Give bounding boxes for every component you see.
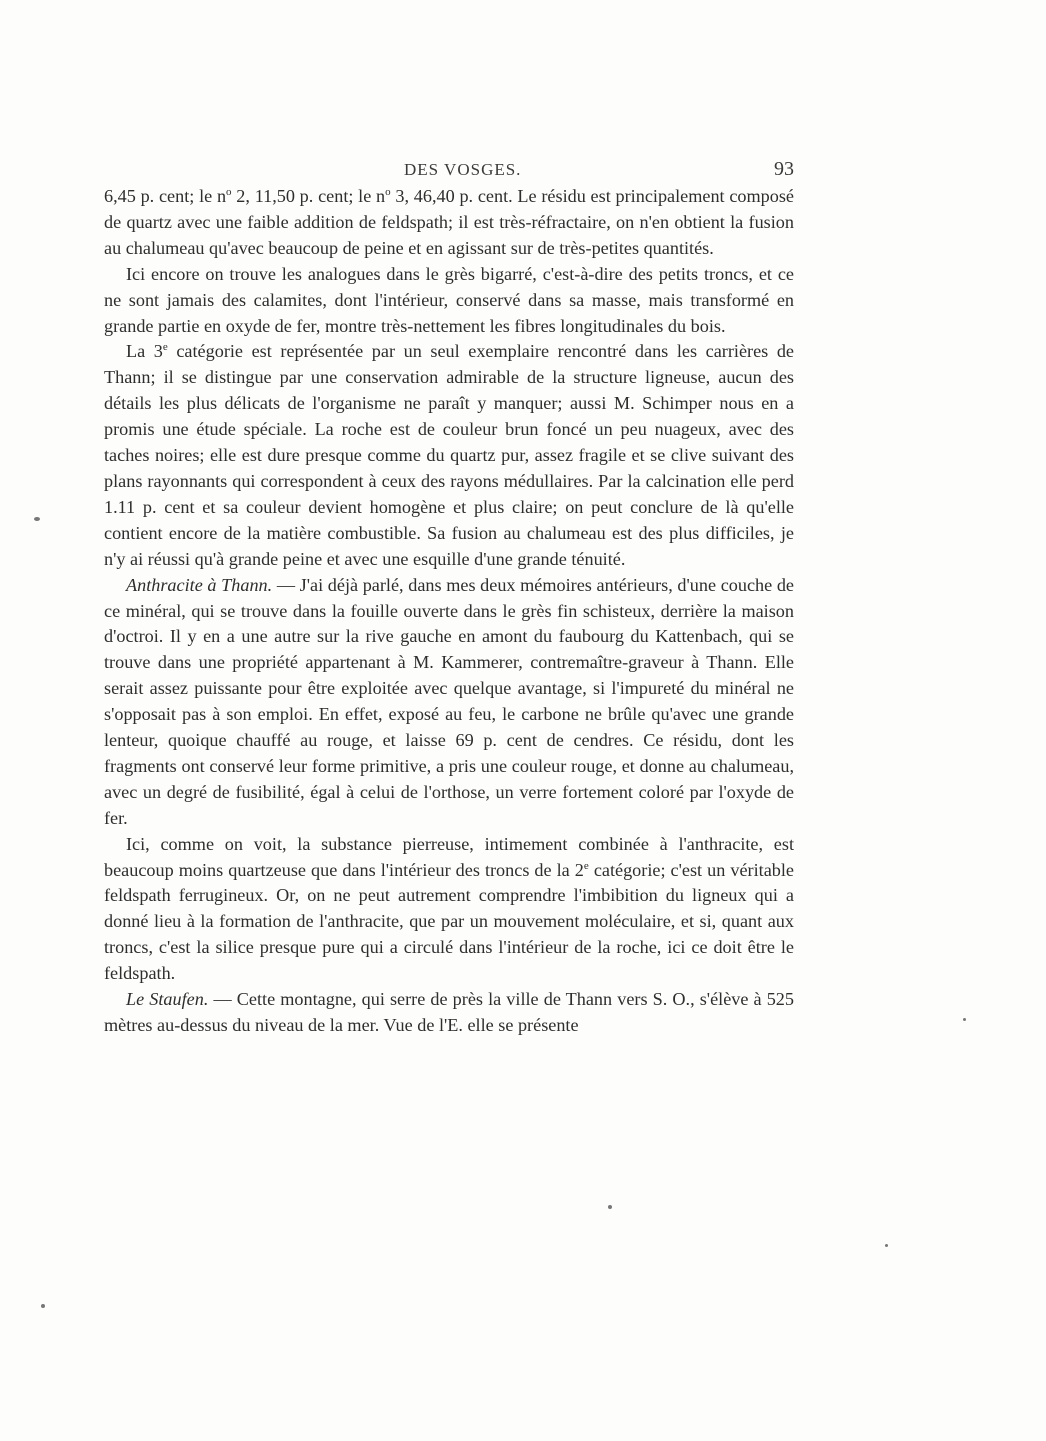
text-run: Ici encore on trouve les analogues dans le grès bigarré, c'est-à-dire des petits troncs, et ce ne sont jamais des calamites, dont l'intérieur, conservé dans sa masse, mais transformé en grande partie en oxyde de fer, montre très-nettement les fibres longitudinales du bois. — [104, 263, 794, 336]
paragraph — [104, 339, 794, 572]
ordinal-superscript: e — [583, 859, 589, 872]
ordinal-superscript: o — [385, 185, 391, 198]
text-run: Ici, comme on voit, la substance pierreuse, intimement combinée à l'anthracite, est beaucoup moins quartzeuse que dans l'intérieur des troncs de la 2 — [104, 833, 794, 880]
italic-run: Anthracite à Thann. — [126, 574, 273, 595]
paper-speck — [41, 1304, 45, 1308]
text-run: 6,45 p. cent; le n — [104, 186, 227, 206]
paragraph — [104, 262, 794, 340]
paragraph — [104, 573, 794, 832]
paper-speck — [963, 1018, 966, 1021]
text-run: catégorie; c'est un véritable feldspath ferrugineux. Or, on ne peut autrement comprendre l'imbibition du ligneux qui a donné lieu à la formation de l'anthracite, que par un mouvement moléculaire, et si, quant aux troncs, c'est la silice presque pure qui a circulé dans l'intérieur de la roche, ici ce doit être le feldspath. — [104, 859, 794, 984]
paragraph — [104, 987, 794, 1039]
ordinal-superscript: o — [226, 185, 232, 198]
text-run: 3, 46,40 p. cent. Le résidu est principalement composé de quartz avec une faible addition de feldspath; il est très-réfractaire, on n'en obtient la fusion au chalumeau qu'avec beaucoup de peine et en agissant sur de très-petites quantités. — [104, 186, 794, 258]
paragraph — [104, 832, 794, 987]
text-run: catégorie est représentée par un seul exemplaire rencontré dans les carrières de Thann; il se distingue par une conservation admirable de la structure ligneuse, aucun des détails les plus délicats de l'organisme ne paraît y manquer; aussi M. Schimper nous en a promis une étude spéciale. La roche est de couleur brun foncé un peu nuageux, avec des taches noires; elle est dure presque comme du quartz pur, assez fragile et se clive suivant des plans rayonnants qui correspondent à ceux des rayons médullaires. Par la calcination elle perd 1.11 p. cent et sa couleur devient homogène et plus claire; on peut conclure de là qu'elle contient encore de la matière combustible. Sa fusion au chalumeau est des plus difficiles, je n'y ai réussi qu'à grande peine et avec une esquille d'une grande ténuité. — [104, 341, 794, 569]
paper-speck — [608, 1205, 612, 1209]
text-run: 2, 11,50 p. cent; le n — [231, 186, 386, 206]
paper-speck — [34, 517, 40, 521]
paragraph — [104, 184, 794, 262]
paper-speck — [885, 1244, 888, 1247]
italic-run: Le Staufen. — [126, 989, 209, 1010]
text-run: La 3 — [126, 341, 163, 362]
page-number: 93 — [774, 158, 794, 180]
body-text — [104, 184, 794, 1039]
text-run: — Cette montagne, qui serre de près la ville de Thann vers S. O., s'élève à 525 mètres au-dessus du niveau de la mer. Vue de l'E. elle se présente — [104, 989, 794, 1035]
running-title: DES VOSGES. — [404, 160, 522, 179]
text-run: — J'ai déjà parlé, dans mes deux mémoires antérieurs, d'une couche de ce minéral, qui se trouve dans la fouille ouverte dans le grès fin schisteux, derrière la maison d'octroi. Il y en a une autre sur la rive gauche en amont du faubourg du Kattenbach, qui se trouve dans une propriété appartenant à M. Kammerer, contremaître-graveur à Thann. Elle serait assez puissante pour être exploitée avec quelque avantage, si l'impureté du minéral ne s'opposait pas à son emploi. En effet, exposé au feu, le carbone ne brûle qu'avec une grande lenteur, quoique chauffé au rouge, et laisse 69 p. cent de cendres. Ce résidu, dont les fragments ont conservé leur forme primitive, a pris une couleur rouge, et donne au chalumeau, avec un degré de fusibilité, égal à celui de l'orthose, un verre fortement coloré par l'oxyde de fer. — [104, 574, 794, 828]
ordinal-superscript: e — [162, 341, 168, 354]
running-header — [104, 158, 794, 182]
